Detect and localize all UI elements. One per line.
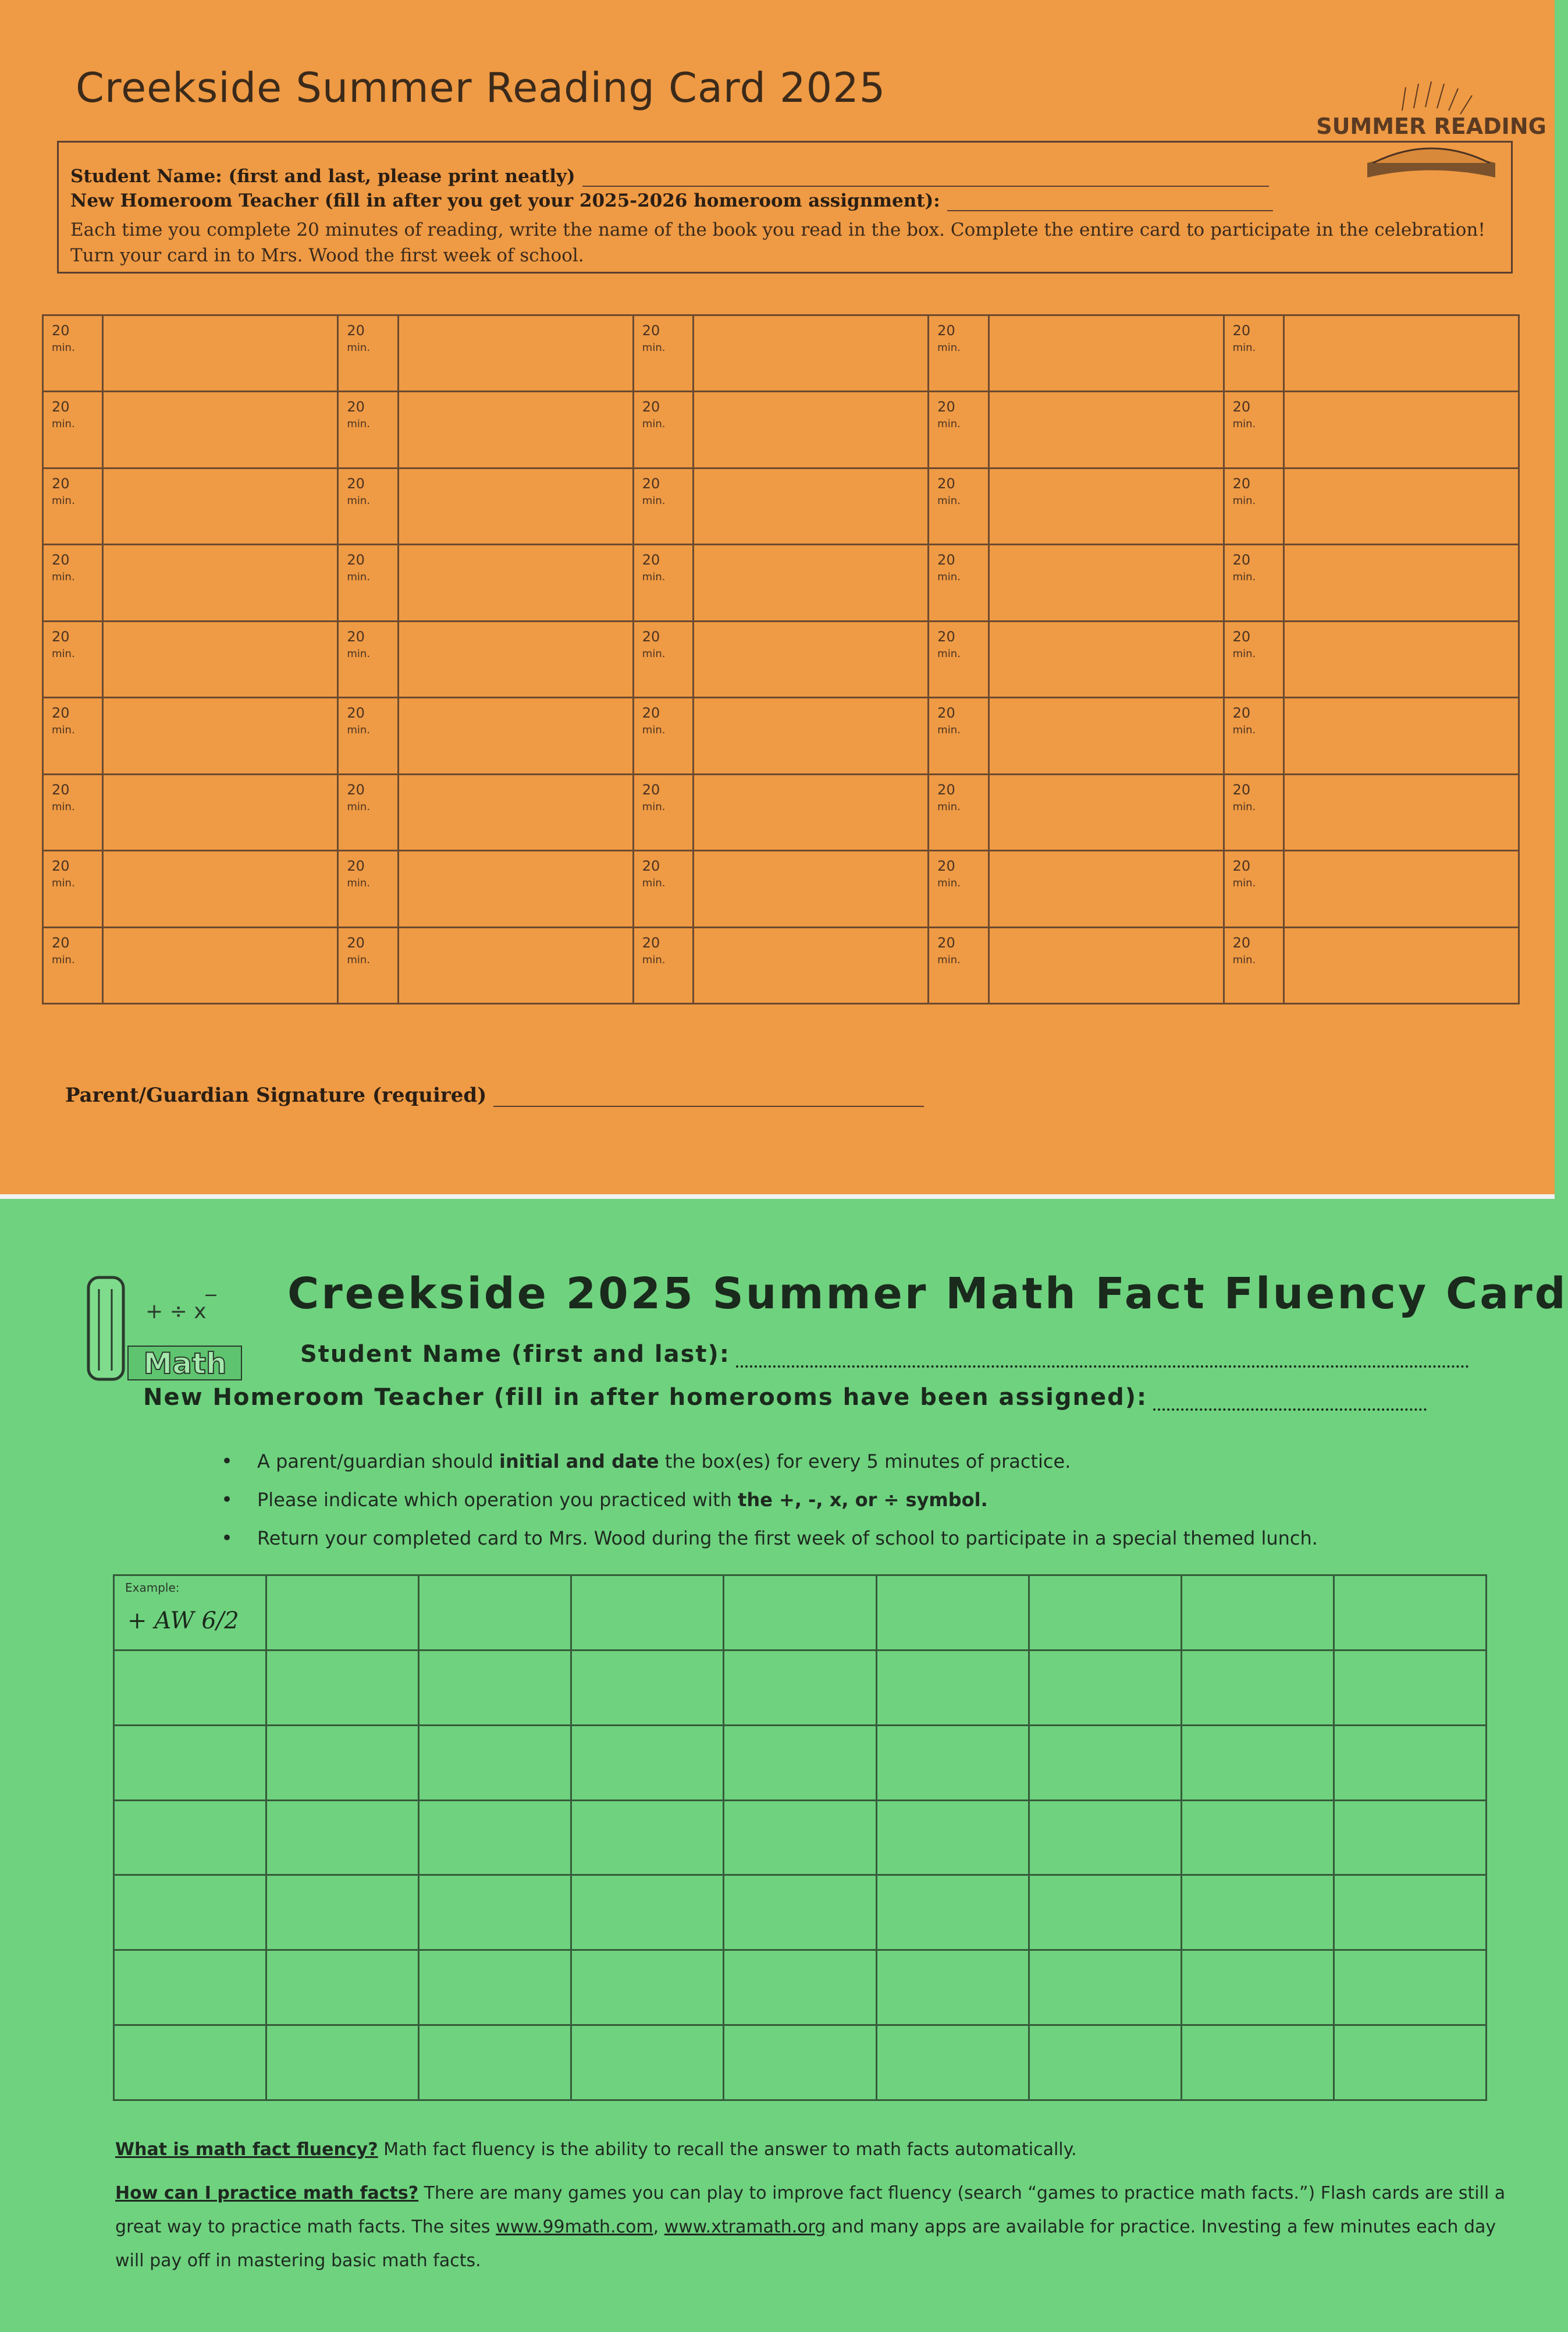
reading-book-box[interactable] xyxy=(398,392,633,468)
math-row xyxy=(114,1875,1487,1950)
reading-row xyxy=(43,315,1519,392)
reading-book-box[interactable] xyxy=(694,927,929,1004)
reading-book-box[interactable] xyxy=(398,927,633,1004)
math-practice-box[interactable] xyxy=(266,1650,419,1725)
math-practice-box[interactable] xyxy=(1181,1875,1334,1950)
reading-book-box[interactable] xyxy=(103,774,338,850)
reading-book-box[interactable] xyxy=(694,545,929,621)
reading-time-label: 20 min. xyxy=(1224,468,1283,544)
reading-book-box[interactable] xyxy=(1284,392,1519,468)
reading-book-box[interactable] xyxy=(398,315,633,392)
reading-book-box[interactable] xyxy=(398,698,633,774)
math-practice-box[interactable] xyxy=(1181,1575,1334,1650)
math-row xyxy=(114,1950,1487,2025)
reading-row xyxy=(43,392,1519,468)
math-practice-box[interactable] xyxy=(266,1875,419,1950)
faq-practice-answer-a: There are many games you can play to improve fact fluency (search “games to practice math facts.”) Flash cards are still a great way to practice math facts. The sites xyxy=(115,2183,1506,2237)
math-practice-box[interactable] xyxy=(1181,2025,1334,2100)
reading-book-box[interactable] xyxy=(989,468,1224,544)
math-practice-box[interactable] xyxy=(114,2025,266,2100)
reading-book-box[interactable] xyxy=(989,621,1224,697)
reading-time-label: 20 min. xyxy=(338,774,398,850)
student-name-label: Student Name: (first and last, please print neatly) xyxy=(70,166,575,187)
instruction-item: • Return your completed card to Mrs. Wood during the first week of school to participate in a special themed lunch. xyxy=(221,1519,1318,1557)
reading-time-label: 20 min. xyxy=(929,392,989,468)
math-practice-box[interactable] xyxy=(1029,2025,1181,2100)
faq-fluency-question: What is math fact fluency? xyxy=(115,2139,378,2160)
faq-practice: How can I practice math facts? There are many games you can play to improve fact fluency (search “games to practice math facts.”) Flash cards are still a great way to practice math facts. The sites www.99math.com, www.xtramath.org and many apps are available for practice. Investing a few minutes each day will pay off in mastering basic math facts. xyxy=(115,2183,1506,2271)
math-practice-box[interactable] xyxy=(876,1950,1029,2025)
reading-time-label: 20 min. xyxy=(929,774,989,850)
reading-time-label: 20 min. xyxy=(1224,851,1283,927)
reading-book-box[interactable] xyxy=(989,698,1224,774)
reading-time-label: 20 min. xyxy=(929,621,989,697)
faq-practice-question: How can I practice math facts? xyxy=(115,2183,419,2203)
reading-book-box[interactable] xyxy=(398,774,633,850)
math-teacher-line xyxy=(143,1384,1427,1411)
math-practice-box[interactable] xyxy=(419,1950,571,2025)
reading-book-box[interactable] xyxy=(103,698,338,774)
reading-card-title: Creekside Summer Reading Card 2025 xyxy=(76,64,886,112)
reading-row xyxy=(43,698,1519,774)
reading-row xyxy=(43,774,1519,850)
reading-time-label: 20 min. xyxy=(1224,392,1283,468)
reading-book-box[interactable] xyxy=(103,545,338,621)
math-instructions-list xyxy=(221,1442,1318,1557)
faq-practice-answer-b: and many apps are available for practice. Investing a few minutes each day will pay off in mastering basic math facts. xyxy=(115,2217,1496,2271)
reading-book-box[interactable] xyxy=(694,621,929,697)
reading-time-label: 20 min. xyxy=(633,545,693,621)
reading-row xyxy=(43,468,1519,544)
instruction-item: • A parent/guardian should initial and date the box(es) for every 5 minutes of practice. xyxy=(221,1442,1318,1481)
reading-book-box[interactable] xyxy=(1284,468,1519,544)
math-practice-box[interactable] xyxy=(1029,1800,1181,1875)
math-practice-box[interactable] xyxy=(266,1800,419,1875)
signature-field[interactable] xyxy=(493,1088,924,1107)
math-practice-box[interactable] xyxy=(1181,1950,1334,2025)
math-card-title: Creekside 2025 Summer Math Fact Fluency Card xyxy=(287,1269,1568,1319)
reading-book-box[interactable] xyxy=(398,468,633,544)
math-teacher-field[interactable] xyxy=(1153,1389,1427,1411)
math-row xyxy=(114,1725,1487,1800)
reading-time-label: 20 min. xyxy=(1224,621,1283,697)
teacher-field[interactable] xyxy=(947,193,1273,211)
student-name-line xyxy=(70,166,1269,187)
math-practice-box[interactable] xyxy=(571,1725,724,1800)
reading-time-label: 20 min. xyxy=(1224,774,1283,850)
reading-time-label: 20 min. xyxy=(338,621,398,697)
math-practice-box[interactable] xyxy=(571,1875,724,1950)
math-practice-box[interactable] xyxy=(571,1950,724,2025)
reading-time-label: 20 min. xyxy=(633,621,693,697)
reading-time-label: 20 min. xyxy=(929,698,989,774)
math-practice-box[interactable] xyxy=(1029,1950,1181,2025)
math-row xyxy=(114,1650,1487,1725)
example-label: Example: xyxy=(125,1581,180,1595)
reading-book-box[interactable] xyxy=(103,392,338,468)
reading-time-label: 20 min. xyxy=(1224,698,1283,774)
math-logo-text: Math xyxy=(143,1347,227,1380)
math-practice-box[interactable] xyxy=(724,1725,876,1800)
reading-time-label: 20 min. xyxy=(43,927,103,1004)
reading-time-label: 20 min. xyxy=(43,315,103,392)
math-practice-box[interactable] xyxy=(419,1575,571,1650)
math-practice-box[interactable] xyxy=(876,1725,1029,1800)
reading-book-box[interactable] xyxy=(694,468,929,544)
reading-book-box[interactable] xyxy=(694,315,929,392)
reading-time-label: 20 min. xyxy=(338,545,398,621)
reading-book-box[interactable] xyxy=(1284,621,1519,697)
reading-time-label: 20 min. xyxy=(633,774,693,850)
reading-instructions: Each time you complete 20 minutes of reading, write the name of the book you read in the box. Complete the entire card to participate in the celebration! Turn your card in to Mrs. Wood the first week of school. xyxy=(70,219,1485,266)
math-practice-box[interactable] xyxy=(1029,1875,1181,1950)
reading-time-label: 20 min. xyxy=(929,851,989,927)
math-practice-box[interactable] xyxy=(876,2025,1029,2100)
math-practice-box[interactable] xyxy=(724,1875,876,1950)
reading-time-label: 20 min. xyxy=(338,315,398,392)
reading-book-box[interactable] xyxy=(398,851,633,927)
reading-book-box[interactable] xyxy=(694,698,929,774)
reading-time-label: 20 min. xyxy=(338,851,398,927)
math-practice-box[interactable] xyxy=(571,1650,724,1725)
math-practice-box[interactable] xyxy=(114,1875,266,1950)
reading-book-box[interactable] xyxy=(989,392,1224,468)
reading-info-box xyxy=(57,141,1513,274)
reading-time-label: 20 min. xyxy=(43,621,103,697)
faq-fluency xyxy=(115,2133,1512,2167)
reading-book-box[interactable] xyxy=(103,315,338,392)
teacher-label: New Homeroom Teacher (fill in after you get your 2025-2026 homeroom assignment): xyxy=(70,190,940,211)
reading-book-box[interactable] xyxy=(398,621,633,697)
math-practice-box[interactable] xyxy=(266,1575,419,1650)
math-practice-box[interactable] xyxy=(266,1725,419,1800)
math-calculator-logo xyxy=(81,1272,250,1385)
math-practice-box[interactable] xyxy=(1334,1650,1486,1725)
math-student-name-label: Student Name (first and last): xyxy=(300,1341,730,1368)
math-student-name-line xyxy=(300,1341,1469,1368)
svg-text:−: − xyxy=(204,1285,219,1305)
reading-book-box[interactable] xyxy=(1284,774,1519,850)
student-name-field[interactable] xyxy=(582,168,1269,187)
reading-time-label: 20 min. xyxy=(1224,927,1283,1004)
reading-time-label: 20 min. xyxy=(929,545,989,621)
math-practice-box[interactable] xyxy=(1334,1575,1486,1650)
math-row xyxy=(114,1575,1487,1650)
reading-book-box[interactable] xyxy=(1284,315,1519,392)
math-practice-box[interactable] xyxy=(724,1950,876,2025)
math-row xyxy=(114,1800,1487,1875)
math-practice-box[interactable] xyxy=(266,2025,419,2100)
math-practice-box[interactable] xyxy=(1334,1875,1486,1950)
math-practice-grid xyxy=(113,1574,1487,2101)
reading-time-label: 20 min. xyxy=(43,851,103,927)
reading-book-box[interactable] xyxy=(1284,545,1519,621)
reading-row xyxy=(43,545,1519,621)
math-practice-box[interactable] xyxy=(419,1875,571,1950)
example-entry: + AW 6/2 xyxy=(127,1607,239,1634)
reading-time-label: 20 min. xyxy=(338,698,398,774)
reading-book-box[interactable] xyxy=(103,927,338,1004)
reading-time-label: 20 min. xyxy=(633,927,693,1004)
math-practice-box[interactable] xyxy=(876,1800,1029,1875)
math-practice-box[interactable] xyxy=(571,1575,724,1650)
svg-text:+ ÷ x: + ÷ x xyxy=(145,1300,207,1323)
reading-row xyxy=(43,621,1519,697)
math-practice-box[interactable] xyxy=(114,1725,266,1800)
reading-time-label: 20 min. xyxy=(633,851,693,927)
reading-log-grid xyxy=(42,314,1520,1005)
math-practice-box[interactable] xyxy=(266,1950,419,2025)
math-student-name-field[interactable] xyxy=(736,1346,1469,1368)
logo-summer-text: SUMMER READING xyxy=(1316,113,1546,139)
math-practice-box[interactable] xyxy=(876,1575,1029,1650)
reading-book-box[interactable] xyxy=(103,851,338,927)
reading-time-label: 20 min. xyxy=(633,698,693,774)
math-practice-box[interactable] xyxy=(724,1800,876,1875)
reading-time-label: 20 min. xyxy=(929,468,989,544)
math-practice-box[interactable] xyxy=(876,1875,1029,1950)
link-xtramath[interactable]: www.xtramath.org xyxy=(664,2217,826,2237)
reading-book-box[interactable] xyxy=(1284,927,1519,1004)
math-practice-box[interactable] xyxy=(1334,1725,1486,1800)
reading-book-box[interactable] xyxy=(694,774,929,850)
reading-book-box[interactable] xyxy=(989,927,1224,1004)
math-practice-box[interactable] xyxy=(419,1650,571,1725)
math-practice-box[interactable] xyxy=(114,1950,266,2025)
reading-book-box[interactable] xyxy=(694,392,929,468)
reading-book-box[interactable] xyxy=(989,851,1224,927)
math-practice-box[interactable] xyxy=(876,1650,1029,1725)
reading-time-label: 20 min. xyxy=(1224,545,1283,621)
math-row xyxy=(114,2025,1487,2100)
math-practice-box[interactable] xyxy=(724,2025,876,2100)
reading-time-label: 20 min. xyxy=(43,392,103,468)
reading-book-box[interactable] xyxy=(1284,698,1519,774)
reading-time-label: 20 min. xyxy=(929,315,989,392)
reading-book-box[interactable] xyxy=(398,545,633,621)
reading-time-label: 20 min. xyxy=(633,468,693,544)
math-practice-box[interactable] xyxy=(724,1650,876,1725)
math-practice-box[interactable] xyxy=(419,1800,571,1875)
math-practice-box[interactable] xyxy=(1181,1800,1334,1875)
math-practice-box[interactable] xyxy=(1029,1650,1181,1725)
reading-time-label: 20 min. xyxy=(338,927,398,1004)
link-99math[interactable]: www.99math.com xyxy=(496,2217,653,2237)
reading-row xyxy=(43,927,1519,1004)
reading-time-label: 20 min. xyxy=(338,468,398,544)
reading-row xyxy=(43,851,1519,927)
math-practice-box[interactable] xyxy=(419,2025,571,2100)
teacher-line xyxy=(70,190,1273,211)
reading-book-box[interactable] xyxy=(989,545,1224,621)
math-practice-box[interactable] xyxy=(1334,1950,1486,2025)
reading-time-label: 20 min. xyxy=(1224,315,1283,392)
reading-book-box[interactable] xyxy=(1284,851,1519,927)
math-practice-box[interactable] xyxy=(1334,1800,1486,1875)
reading-time-label: 20 min. xyxy=(43,774,103,850)
instruction-item: • Please indicate which operation you practiced with the +, -, x, or ÷ symbol. xyxy=(221,1481,1318,1519)
reading-book-box[interactable] xyxy=(694,851,929,927)
math-practice-box[interactable] xyxy=(114,1650,266,1725)
math-example-cell xyxy=(114,1575,266,1650)
reading-time-label: 20 min. xyxy=(633,392,693,468)
reading-book-box[interactable] xyxy=(103,468,338,544)
math-practice-box[interactable] xyxy=(114,1800,266,1875)
signature-line xyxy=(65,1084,924,1107)
faq-fluency-answer: Math fact fluency is the ability to recall the answer to math facts automatically. xyxy=(378,2139,1077,2160)
math-practice-box[interactable] xyxy=(1334,2025,1486,2100)
math-practice-box[interactable] xyxy=(571,1800,724,1875)
reading-time-label: 20 min. xyxy=(633,315,693,392)
math-practice-box[interactable] xyxy=(419,1725,571,1800)
reading-time-label: 20 min. xyxy=(43,545,103,621)
math-practice-box[interactable] xyxy=(724,1575,876,1650)
reading-book-box[interactable] xyxy=(103,621,338,697)
math-teacher-label: New Homeroom Teacher (fill in after homerooms have been assigned): xyxy=(143,1384,1147,1411)
reading-time-label: 20 min. xyxy=(43,698,103,774)
reading-time-label: 20 min. xyxy=(929,927,989,1004)
math-practice-box[interactable] xyxy=(1029,1575,1181,1650)
reading-book-box[interactable] xyxy=(989,315,1224,392)
reading-time-label: 20 min. xyxy=(338,392,398,468)
math-practice-box[interactable] xyxy=(1181,1725,1334,1800)
signature-label: Parent/Guardian Signature (required) xyxy=(65,1084,487,1107)
math-practice-box[interactable] xyxy=(571,2025,724,2100)
math-practice-box[interactable] xyxy=(1181,1650,1334,1725)
math-practice-box[interactable] xyxy=(1029,1725,1181,1800)
reading-time-label: 20 min. xyxy=(43,468,103,544)
reading-book-box[interactable] xyxy=(989,774,1224,850)
